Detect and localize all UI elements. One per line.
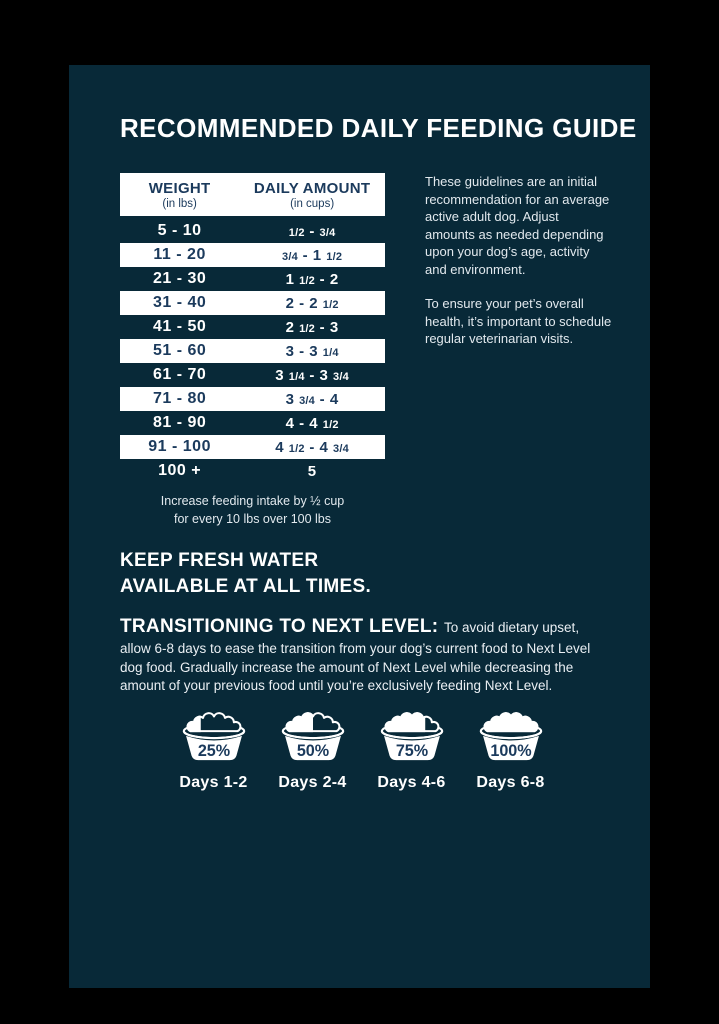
- svg-text:50%: 50%: [296, 741, 329, 760]
- daily-amount-cell: 5: [307, 462, 317, 480]
- svg-text:100%: 100%: [489, 741, 532, 760]
- transition-step-days: Days 2-4: [278, 773, 347, 791]
- weight-cell: 11 - 20: [153, 246, 206, 263]
- table-row: [120, 459, 385, 483]
- weight-cell: 71 - 80: [152, 390, 207, 407]
- food-bowl-icon: [474, 712, 548, 762]
- water-notice: [120, 548, 612, 600]
- weight-cell: 21 - 30: [152, 270, 207, 287]
- feeding-table-rows: [120, 219, 385, 483]
- fraction: 3/4: [333, 442, 349, 455]
- page-title: RECOMMENDED DAILY FEEDING GUIDE: [120, 113, 637, 143]
- feeding-table: [120, 173, 385, 528]
- table-row: [120, 219, 385, 243]
- svg-text:75%: 75%: [395, 741, 428, 760]
- daily-amount-cell: 3 - 3 1/4: [285, 342, 339, 360]
- food-bowl-icon: [177, 712, 251, 762]
- daily-amount-header-unit: (in cups): [290, 197, 335, 210]
- daily-amount-column-header: [239, 180, 385, 210]
- weight-cell: 41 - 50: [152, 318, 207, 335]
- transition-step-days: Days 6-8: [476, 773, 545, 791]
- weight-cell: 61 - 70: [152, 366, 207, 383]
- transition-body: To avoid dietary upset, allow 6-8 days to ease the transition from your dog’s current food to Next Level dog food. Gradually increase the amount of Next Level while decreasing the amount of your previous food until you’re exclusively feeding Next Level.: [120, 619, 591, 694]
- transition-step-days: Days 1-2: [179, 773, 248, 791]
- water-notice-line1: KEEP FRESH WATER: [120, 550, 319, 572]
- guide-columns: [120, 173, 612, 528]
- weight-header-label: WEIGHT: [148, 179, 211, 197]
- fraction: 1/2: [299, 274, 315, 287]
- weight-cell: 31 - 40: [152, 294, 207, 311]
- daily-amount-cell: 1/2 - 3/4: [288, 222, 336, 240]
- fraction: 1/2: [322, 298, 339, 311]
- feeding-guide-panel: [69, 65, 650, 988]
- transition-step-days: Days 4-6: [377, 773, 446, 791]
- feeding-footnote: [120, 492, 385, 528]
- weight-cell: 91 - 100: [148, 438, 211, 455]
- daily-amount-cell: 1 1/2 - 2: [285, 270, 339, 288]
- food-bowl-icon: [375, 712, 449, 762]
- transition-steps: [164, 712, 612, 792]
- guidelines-note-para1: These guidelines are an initial recommendation for an average active adult dog. Adjust amounts as needed depending upon your dog’s age, activity and environment.: [425, 174, 610, 277]
- table-row: [120, 387, 385, 411]
- guidelines-note-para2: To ensure your pet’s overall health, it’s important to schedule regular veterinarian visits.: [425, 296, 612, 347]
- fraction: 1/2: [288, 226, 305, 239]
- weight-cell: 51 - 60: [152, 342, 207, 359]
- fraction: 1/4: [288, 370, 305, 383]
- daily-amount-cell: 3 1/4 - 3 3/4: [275, 366, 349, 384]
- table-row: [120, 339, 385, 363]
- fraction: 3/4: [299, 394, 315, 407]
- water-notice-line2: AVAILABLE AT ALL TIMES.: [120, 576, 372, 598]
- daily-amount-header-label: DAILY AMOUNT: [253, 179, 371, 197]
- fraction: 1/2: [326, 250, 343, 263]
- table-row: [120, 243, 385, 267]
- weight-column-header: [120, 180, 239, 210]
- feeding-footnote-line2: for every 10 lbs over 100 lbs: [173, 512, 332, 527]
- transition-step: [362, 712, 461, 792]
- feeding-footnote-line1: Increase feeding intake by ½ cup: [160, 494, 345, 508]
- table-row: [120, 291, 385, 315]
- weight-cell: 81 - 90: [152, 414, 207, 431]
- weight-cell: 5 - 10: [157, 222, 202, 239]
- fraction: 1/2: [322, 418, 339, 431]
- transition-step: [263, 712, 362, 792]
- table-row: [120, 411, 385, 435]
- svg-text:25%: 25%: [197, 741, 230, 760]
- fraction: 1/2: [288, 442, 305, 455]
- table-row: [120, 363, 385, 387]
- fraction: 3/4: [282, 250, 298, 263]
- feeding-table-header: [120, 173, 385, 216]
- weight-header-unit: (in lbs): [162, 197, 197, 210]
- table-row: [120, 315, 385, 339]
- fraction: 3/4: [333, 370, 349, 383]
- daily-amount-cell: 4 1/2 - 4 3/4: [275, 438, 349, 456]
- transition-paragraph: [120, 614, 604, 696]
- transition-step: [164, 712, 263, 792]
- table-row: [120, 267, 385, 291]
- daily-amount-cell: 4 - 4 1/2: [285, 414, 339, 432]
- food-bowl-icon: [276, 712, 350, 762]
- table-row: [120, 435, 385, 459]
- daily-amount-cell: 2 1/2 - 3: [285, 318, 339, 336]
- daily-amount-cell: 2 - 2 1/2: [285, 294, 339, 312]
- fraction: 1/2: [299, 322, 315, 335]
- guidelines-note: [425, 173, 612, 365]
- daily-amount-cell: 3/4 - 1 1/2: [282, 246, 343, 264]
- fraction: 1/4: [322, 346, 339, 359]
- transition-heading: TRANSITIONING TO NEXT LEVEL:: [120, 615, 444, 637]
- weight-cell: 100 +: [158, 462, 202, 479]
- fraction: 3/4: [319, 226, 336, 239]
- transition-step: [461, 712, 560, 792]
- daily-amount-cell: 3 3/4 - 4: [285, 390, 339, 408]
